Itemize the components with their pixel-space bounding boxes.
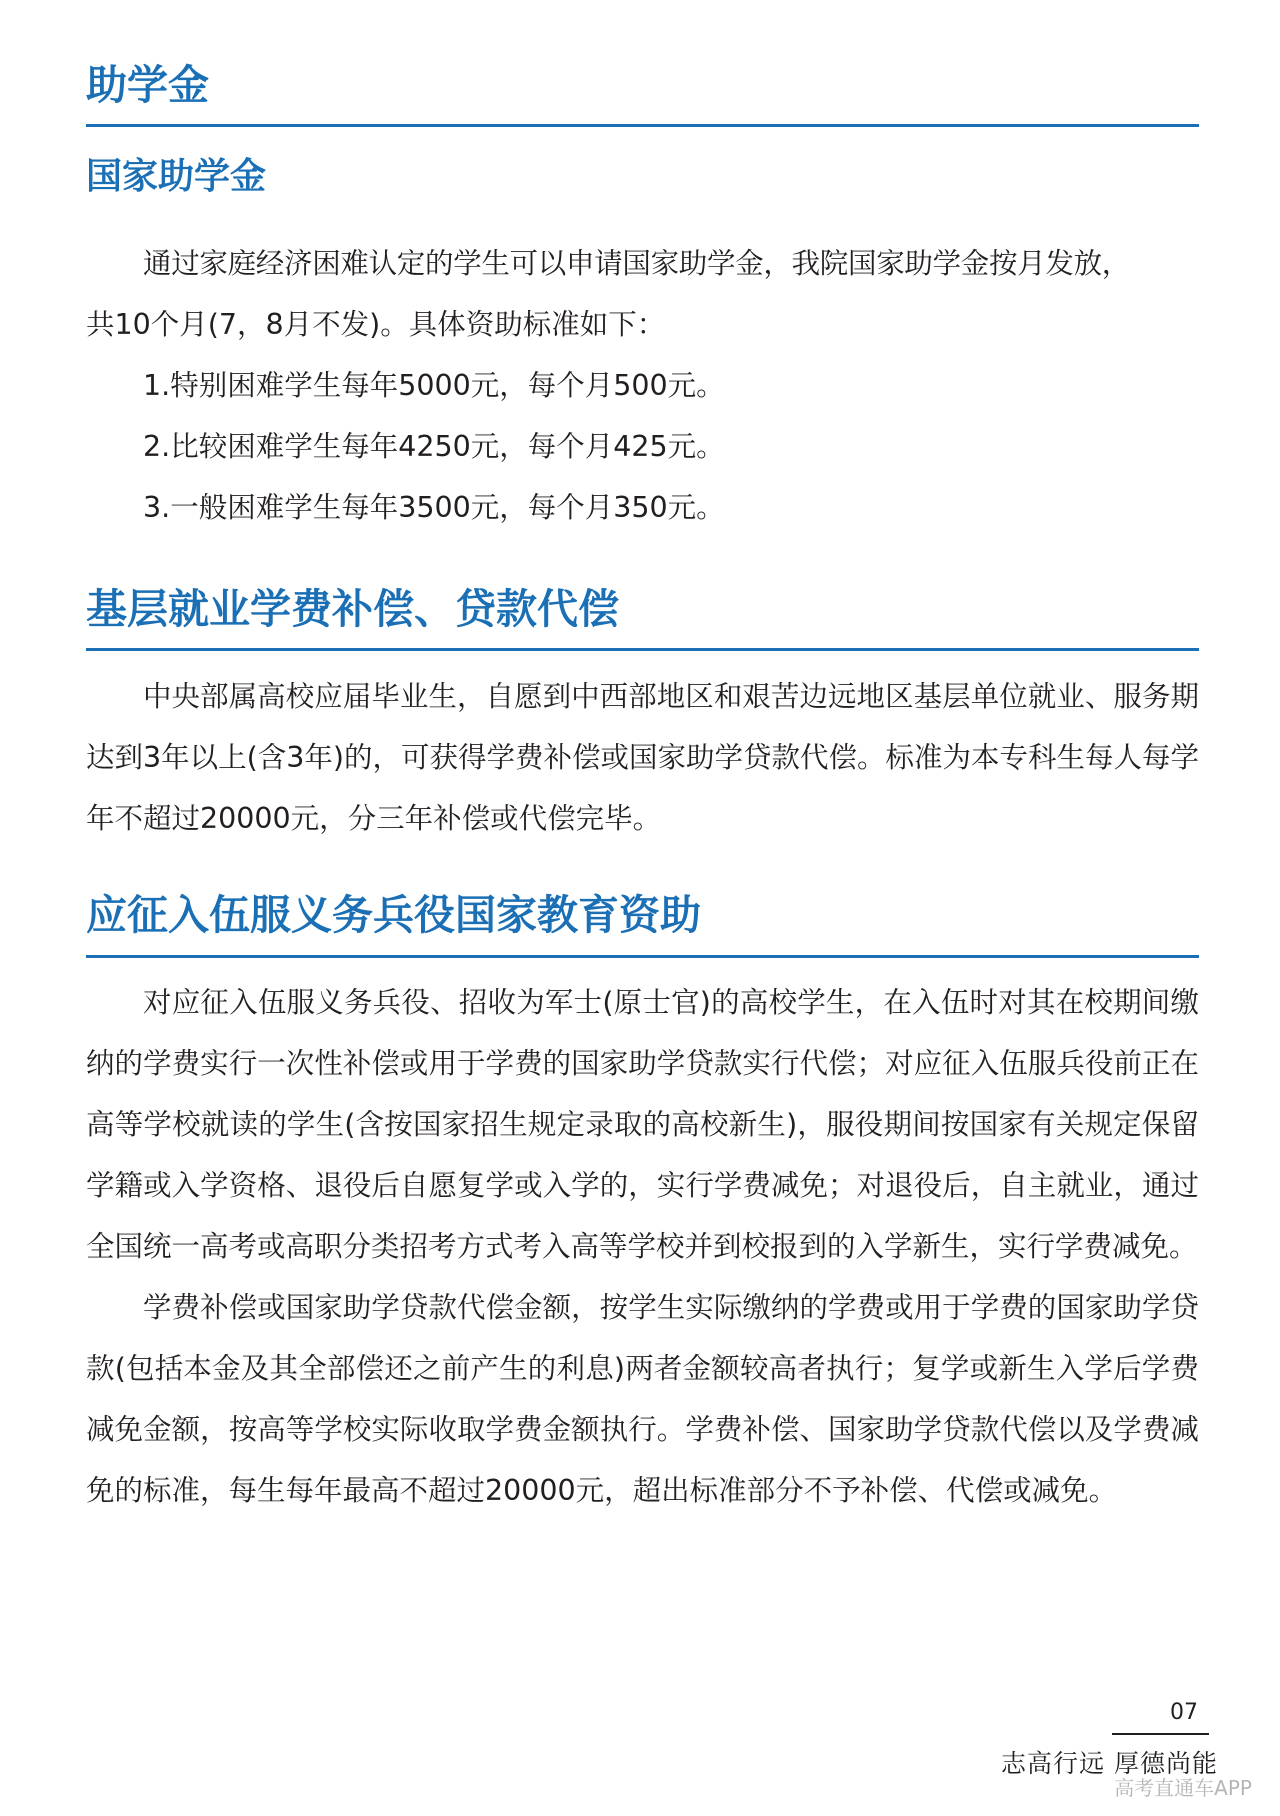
section-rule	[86, 124, 1199, 127]
list-item: 1.特别困难学生每年5000元，每个月500元。	[143, 369, 725, 402]
section-rule	[86, 955, 1199, 958]
list-item: 3.一般困难学生每年3500元，每个月350元。	[143, 491, 725, 524]
section-title-zhuxuejin: 助学金	[86, 61, 209, 109]
section-title-bingyi: 应征入伍服义务兵役国家教育资助	[86, 891, 701, 939]
bingyi-paragraph-2: 学费补偿或国家助学贷款代偿金额，按学生实际缴纳的学费或用于学费的国家助学贷款(包括本金及其全部偿还之前产生的利息)两者金额较高者执行；复学或新生入学后学费减免金额，按高等学校实际收取学费金额执行。学费补偿、国家助学贷款代偿以及学费减免的标准，每生每年最高不超过20000元，超出标准部分不予补偿、代偿或减免。	[86, 1291, 1199, 1507]
bingyi-body	[86, 972, 1199, 1521]
zhuxuejin-intro-line-1: 通过家庭经济困难认定的学生可以申请国家助学金，我院国家助学金按月发放，	[143, 247, 1131, 280]
zhuxuejin-body	[86, 233, 1199, 538]
jiceng-paragraph: 中央部属高校应届毕业生，自愿到中西部地区和艰苦边远地区基层单位就业、服务期达到3年以上(含3年)的，可获得学费补偿或国家助学贷款代偿。标准为本专科生每人每学年不超过20000元，分三年补偿或代偿完毕。	[86, 680, 1200, 835]
bingyi-paragraph-1: 对应征入伍服义务兵役、招收为军士(原士官)的高校学生，在入伍时对其在校期间缴纳的学费实行一次性补偿或用于学费的国家助学贷款实行代偿；对应征入伍服兵役前正在高等学校就读的学生(含按国家招生规定录取的高校新生)，服役期间按国家有关规定保留学籍或入学资格、退役后自愿复学或入学的，实行学费减免；对退役后，自主就业，通过全国统一高考或高职分类招考方式考入高等学校并到校报到的入学新生，实行学费减免。	[86, 986, 1199, 1263]
watermark: 高考直通车APP	[1114, 1776, 1252, 1800]
jiceng-body	[86, 666, 1199, 849]
page-number: 07	[1170, 1700, 1198, 1725]
footer-divider	[1112, 1733, 1209, 1735]
footer-motto: 志高行远 厚德尚能	[1001, 1749, 1218, 1778]
list-item: 2.比较困难学生每年4250元，每个月425元。	[143, 430, 725, 463]
subsection-title-guojia: 国家助学金	[86, 156, 267, 197]
section-title-jiceng: 基层就业学费补偿、贷款代偿	[86, 585, 619, 633]
zhuxuejin-intro-line-2: 共10个月(7，8月不发)。具体资助标准如下：	[86, 308, 666, 341]
section-rule	[86, 648, 1199, 651]
